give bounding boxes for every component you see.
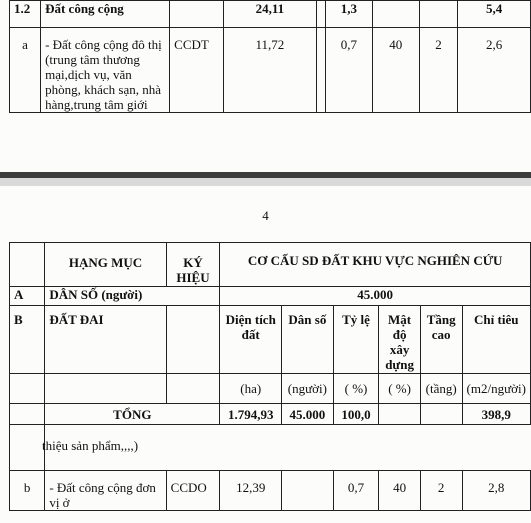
row-density: 40	[372, 28, 419, 113]
row-B	[10, 306, 531, 374]
row-ratio: 1,3	[326, 1, 373, 28]
units-blank	[45, 374, 166, 404]
header-code: KÝ HIỆU	[166, 243, 220, 287]
unit-density: ( %)	[379, 374, 420, 404]
total-floors	[420, 404, 462, 425]
col-floors: Tầng cao	[420, 306, 462, 374]
col-density: Mật độ xây dựng	[379, 306, 420, 374]
row-name: - Đất công cộng đơn vị ở	[45, 471, 166, 511]
row-code: CCDO	[166, 471, 220, 511]
row-value: 45.000	[220, 287, 531, 306]
row-density: 40	[379, 471, 420, 511]
header-row	[10, 243, 531, 287]
col-index: Chỉ tiêu	[462, 306, 530, 374]
row-pop	[282, 471, 333, 511]
row-name: - Đất công cộng đô thị (trung tâm thương mại,dịch vụ, văn phòng, khách sạn, nhà hàng,trung tâm giới	[41, 28, 170, 113]
row-index: 5,4	[458, 1, 531, 28]
units-blank	[10, 374, 45, 404]
total-row	[10, 404, 531, 425]
row-number: 1.2	[10, 1, 41, 28]
total-name: TỔNG	[45, 404, 220, 425]
row-b	[10, 471, 531, 511]
row-floors: 2	[419, 28, 457, 113]
row-floors	[419, 1, 457, 28]
unit-floors: (tầng)	[420, 374, 462, 404]
row-index: 2,6	[458, 28, 531, 113]
row-number: B	[10, 306, 45, 374]
row-pop	[317, 28, 326, 113]
col-area: Diện tích đất	[220, 306, 282, 374]
header-structure: CƠ CẤU SD ĐẤT KHU VỰC NGHIÊN CỨU	[220, 243, 531, 287]
row-name: DÂN SỐ (người)	[45, 287, 220, 306]
row-floors: 2	[420, 471, 462, 511]
row-code	[170, 1, 223, 28]
row-ratio: 0,7	[333, 471, 379, 511]
units-blank	[166, 374, 220, 404]
unit-pop: (người)	[282, 374, 333, 404]
row-pop	[317, 1, 326, 28]
page-gap	[0, 178, 531, 186]
continuation-text: thiệu sản phẩm,,,,)	[42, 438, 139, 453]
row-density	[372, 1, 419, 28]
total-ratio: 100,0	[333, 404, 379, 425]
row-area: 12,39	[220, 471, 282, 511]
row-index: 2,8	[462, 471, 530, 511]
row-ratio: 0,7	[326, 28, 373, 113]
total-index: 398,9	[462, 404, 530, 425]
page-number: 4	[262, 208, 269, 223]
header-item: HẠNG MỤC	[45, 243, 166, 287]
row-area: 24,11	[223, 1, 316, 28]
row-area: 11,72	[223, 28, 316, 113]
total-density	[379, 404, 420, 425]
unit-index: (m2/người)	[462, 374, 530, 404]
units-row	[10, 374, 531, 404]
col-ratio: Tỷ lệ	[333, 306, 379, 374]
top-land-table	[9, 0, 531, 113]
row-number: a	[10, 28, 41, 113]
row-number: b	[10, 471, 45, 511]
unit-ratio: ( %)	[333, 374, 379, 404]
unit-area: (ha)	[220, 374, 282, 404]
row-a	[10, 28, 531, 113]
row-code: CCDT	[170, 28, 223, 113]
row-name: ĐẤT ĐAI	[45, 306, 166, 374]
col-pop: Dân số	[282, 306, 333, 374]
row-name: Đất công cộng	[41, 1, 170, 28]
row-code	[166, 306, 220, 374]
header-blank	[10, 243, 45, 287]
row-1-2	[10, 1, 531, 28]
row-number: A	[10, 287, 45, 306]
total-pop: 45.000	[282, 404, 333, 425]
total-area: 1.794,93	[220, 404, 282, 425]
row-A	[10, 287, 531, 306]
bottom-land-table	[9, 242, 531, 511]
total-blank	[10, 404, 45, 425]
